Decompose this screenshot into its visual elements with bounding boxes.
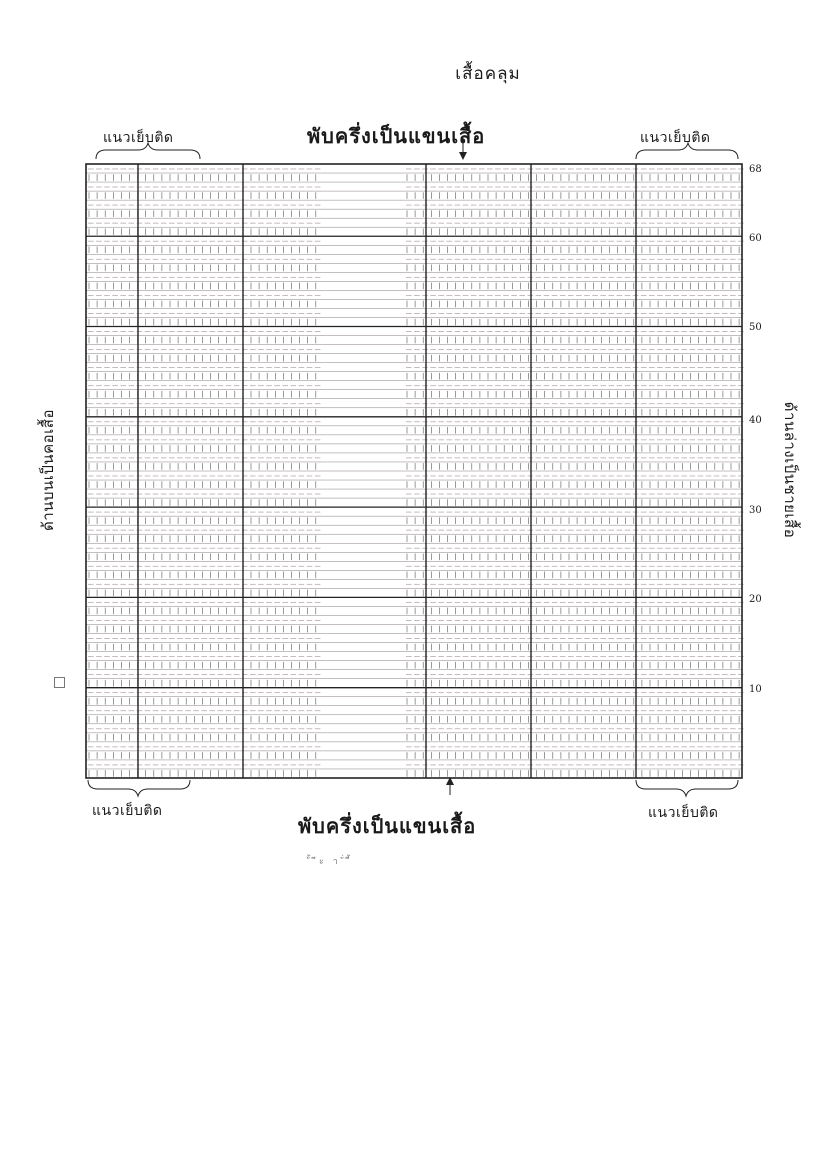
page-title: เสื้อคลุม (455, 64, 521, 84)
seam-label-bottom-right: แนวเย็บติด (648, 805, 719, 821)
seam-label-bottom-left: แนวเย็บติด (92, 803, 163, 819)
curly-brace-icon (636, 780, 738, 796)
row-number-68: 68 (749, 164, 762, 175)
row-number-20: 20 (749, 594, 762, 605)
row-number-40: 40 (749, 415, 762, 426)
stitch-pattern (88, 169, 744, 777)
side-label-right: ด้านล่างเป็นชายเสื้อ (781, 401, 799, 539)
curly-brace-icon (88, 780, 190, 796)
curly-brace-icon (636, 143, 738, 159)
row-number-60: 60 (749, 233, 762, 244)
grid-lines (86, 164, 742, 778)
seam-label-top-left: แนวเย็บติด (103, 130, 174, 146)
side-label-left: ด้านบนเป็นคอเสื้อ (39, 409, 57, 531)
arrow-up-icon (446, 777, 454, 795)
row-number-50: 50 (749, 322, 762, 333)
fold-label-top: พับครึ่งเป็นแขนเสื้อ (307, 124, 486, 148)
arrow-down-icon (459, 138, 467, 160)
curly-brace-icon (96, 143, 200, 159)
row-number-30: 30 (749, 505, 762, 516)
fold-label-bottom: พับครึ่งเป็นแขนเสื้อ (298, 814, 477, 838)
row-number-10: 10 (749, 684, 762, 695)
seam-label-top-right: แนวเย็บติด (640, 130, 711, 146)
faint-note: ั้ ีะ า ั่ ี้ (310, 857, 353, 867)
